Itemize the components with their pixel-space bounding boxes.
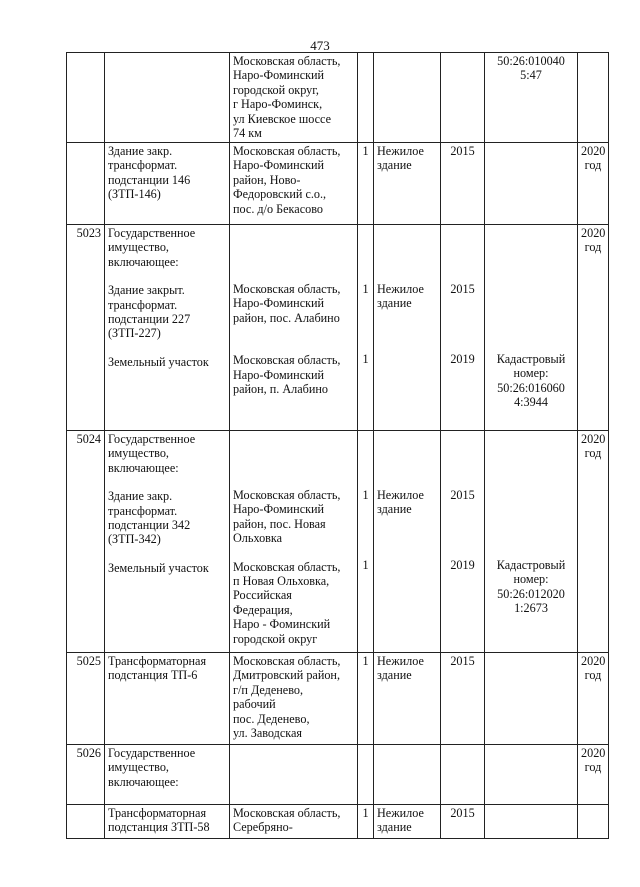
object-type-cell (374, 805, 441, 839)
object-name-line: Земельный участок (108, 560, 209, 575)
object-address-line (233, 240, 354, 254)
object-name-line: подстанции 146 (108, 172, 191, 187)
object-type-cell (374, 431, 441, 653)
object-type-line (377, 254, 437, 268)
object-type-line: Нежилое (377, 488, 424, 502)
object-name-line: (ЗТП-146) (108, 187, 161, 202)
object-characteristics-cell (485, 143, 578, 225)
object-quantity-line (361, 296, 370, 310)
object-address-line: район, Ново- (233, 172, 301, 187)
object-year-line: 2015 (450, 144, 475, 158)
object-characteristics-line (488, 446, 574, 460)
object-name-line (108, 411, 226, 425)
object-type-line (377, 474, 437, 488)
object-name-line: подстанции 227 (108, 312, 191, 327)
object-name-line: Земельный участок (108, 354, 209, 369)
object-type-cell (374, 225, 441, 431)
object-name-line: Трансформаторная (108, 806, 207, 820)
object-name-line: включающее: (108, 460, 179, 475)
object-address-line (233, 254, 354, 268)
object-name-line (108, 383, 226, 397)
table-row-row-1 (67, 143, 609, 225)
object-address-cell (230, 53, 358, 143)
row-number-line: 5026 (76, 746, 101, 760)
object-address-line: район, п. Алабино (233, 382, 328, 397)
row-number-cell (67, 225, 105, 431)
object-quantity-line (361, 268, 370, 282)
object-characteristics-cell (485, 431, 578, 653)
object-characteristics-cell (485, 745, 578, 805)
object-characteristics-cell (485, 53, 578, 143)
object-characteristics-line (488, 268, 574, 282)
transfer-date-cell (578, 653, 609, 745)
object-address-line (233, 339, 354, 353)
object-address-cell (230, 745, 358, 805)
object-address-line: городской округ, (233, 82, 319, 97)
object-characteristics-line: Кадастровый (496, 352, 566, 366)
object-address-line: пос. д/о Бекасово (233, 201, 323, 216)
object-address-line: г Наро-Фоминск, (233, 97, 323, 112)
object-name-line: трансформат. (108, 158, 178, 173)
transfer-date-line: 2020 (581, 654, 606, 668)
object-characteristics-line (488, 240, 574, 254)
object-year-line (444, 268, 481, 282)
object-address-line: Московская область, (233, 806, 341, 820)
object-address-line (233, 432, 354, 446)
object-quantity-line (361, 516, 370, 530)
transfer-date-cell (578, 143, 609, 225)
object-address-line: Московская область, (233, 353, 341, 368)
object-type-cell (374, 53, 441, 143)
object-name-line: имущество, (108, 240, 169, 255)
object-characteristics-line (488, 460, 574, 474)
object-address-line (233, 226, 354, 240)
object-address-line: рабочий (233, 697, 276, 712)
object-year-line (444, 432, 481, 446)
object-year-line: 2019 (450, 352, 475, 367)
object-characteristics-line (488, 296, 574, 310)
object-year-cell (441, 745, 485, 805)
object-address-line (233, 474, 354, 488)
object-characteristics-line: 4:3944 (514, 395, 548, 410)
row-number-cell (67, 431, 105, 653)
object-address-line: Московская область, (233, 144, 341, 158)
object-characteristics-line: номер: (513, 572, 549, 587)
object-address-line: Московская область, (233, 654, 341, 668)
object-quantity-line (361, 446, 370, 460)
object-year-line (444, 502, 481, 516)
object-characteristics-line: номер: (513, 366, 549, 381)
object-year-line (444, 226, 481, 240)
object-year-line: 2015 (450, 806, 475, 820)
object-address-line: Наро-Фоминский (233, 158, 325, 173)
object-quantity-cell (358, 143, 374, 225)
transfer-date-cell (578, 745, 609, 805)
object-quantity-line: 1 (362, 144, 369, 158)
object-characteristics-cell (485, 805, 578, 839)
object-year-cell (441, 143, 485, 225)
object-characteristics-line (488, 502, 574, 516)
object-name-cell (105, 143, 230, 225)
object-quantity-line: 1 (362, 282, 369, 296)
object-quantity-line (361, 254, 370, 268)
object-quantity-line (361, 310, 370, 324)
object-address-line: Наро-Фоминский (233, 367, 325, 382)
transfer-date-cell (578, 225, 609, 431)
object-address-line: район, пос. Алабино (233, 310, 340, 325)
object-address-line: городской округ (233, 631, 318, 646)
property-registry-table (66, 52, 609, 839)
object-address-cell (230, 431, 358, 653)
object-name-line (108, 397, 226, 411)
object-address-line: ул Киевское шоссе (233, 111, 331, 126)
object-quantity-line (361, 240, 370, 254)
object-characteristics-line: 50:26:010040 (497, 54, 565, 68)
object-year-cell (441, 653, 485, 745)
object-name-cell (105, 431, 230, 653)
transfer-date-line: 2020 (581, 432, 606, 446)
object-characteristics-line (488, 432, 574, 446)
object-address-line (233, 268, 354, 282)
object-characteristics-cell (485, 653, 578, 745)
object-year-line (444, 254, 481, 268)
object-address-line: Наро-Фоминский (233, 296, 325, 311)
object-address-line: г/п Деденево, (233, 682, 304, 697)
object-address-line: Наро-Фоминский (233, 502, 325, 517)
object-address-line: Московская область, (233, 488, 341, 502)
transfer-date-line: год (584, 668, 602, 683)
object-quantity-line (361, 544, 370, 558)
object-address-line: Московская область, (233, 559, 341, 574)
object-quantity-cell (358, 805, 374, 839)
object-address-line: Федоровский с.о., (233, 187, 327, 202)
object-characteristics-line (488, 488, 574, 502)
object-name-line: подстанция ТП-6 (108, 668, 198, 683)
object-year-line (444, 474, 481, 488)
object-quantity-line (361, 502, 370, 516)
object-name-line: Государственное (108, 746, 196, 760)
object-quantity-line: 1 (362, 558, 369, 573)
object-quantity-line: 1 (362, 806, 369, 820)
object-name-line: Государственное (108, 226, 196, 240)
object-characteristics-line: 50:26:016060 (497, 380, 565, 395)
object-name-line (108, 269, 226, 283)
object-address-line: ул. Заводская (233, 726, 303, 741)
transfer-date-cell (578, 805, 609, 839)
object-address-line: Серебряно- (233, 820, 293, 835)
table-row-row-last (67, 805, 609, 839)
object-name-cell (105, 653, 230, 745)
object-characteristics-line: 50:26:012020 (497, 586, 565, 601)
object-name-line: Государственное (108, 432, 196, 446)
object-address-line: Федерация, (233, 602, 293, 617)
object-year-line: 2015 (450, 654, 475, 668)
object-characteristics-line (488, 338, 574, 352)
object-type-line (377, 240, 437, 254)
object-type-line (377, 446, 437, 460)
object-year-line (444, 310, 481, 324)
object-type-cell (374, 653, 441, 745)
row-number-cell (67, 745, 105, 805)
object-name-line: имущество, (108, 446, 169, 461)
object-quantity-line: 1 (362, 488, 369, 502)
object-type-line (377, 226, 437, 240)
table-row-row-5025 (67, 653, 609, 745)
object-name-line: подстанции 342 (108, 518, 191, 533)
object-address-line: Дмитровский район, (233, 668, 341, 683)
object-type-line: Нежилое (377, 654, 424, 668)
object-address-line: Ольховка (233, 531, 283, 546)
object-address-line (233, 446, 354, 460)
object-type-cell (374, 745, 441, 805)
transfer-date-line: 2020 (581, 746, 606, 760)
object-address-cell (230, 805, 358, 839)
object-address-line: Наро - Фоминский (233, 617, 331, 632)
object-characteristics-line: 5:47 (520, 68, 542, 83)
transfer-date-line: год (584, 760, 602, 775)
object-characteristics-line (488, 516, 574, 530)
object-year-cell (441, 53, 485, 143)
object-name-line: подстанция ЗТП-58 (108, 820, 210, 835)
object-address-line (233, 325, 354, 339)
row-number-line: 5024 (76, 432, 101, 446)
object-year-line (444, 530, 481, 544)
object-year-line (444, 460, 481, 474)
object-name-cell (105, 53, 230, 143)
object-type-line: Нежилое (377, 806, 424, 820)
object-quantity-cell (358, 431, 374, 653)
object-type-line: здание (377, 820, 412, 835)
object-address-line: пос. Деденево, (233, 711, 310, 726)
object-name-line (108, 475, 226, 489)
object-name-line: Трансформаторная (108, 654, 207, 668)
object-name-line: (ЗТП-227) (108, 326, 161, 341)
registry-body (67, 53, 609, 839)
table-row-row-5023 (67, 225, 609, 431)
object-characteristics-line (488, 310, 574, 324)
table-row-row-5024 (67, 431, 609, 653)
object-name-line: (ЗТП-342) (108, 532, 161, 547)
object-type-line: Нежилое (377, 144, 424, 158)
object-type-line: Нежилое (377, 282, 424, 296)
object-characteristics-line (488, 226, 574, 240)
page-number: 473 (310, 38, 330, 53)
object-characteristics-line: 1:2673 (514, 601, 548, 616)
object-type-line: здание (377, 158, 412, 173)
object-address-cell (230, 143, 358, 225)
object-address-line: Московская область, (233, 282, 341, 296)
object-quantity-line (361, 460, 370, 474)
object-year-cell (441, 805, 485, 839)
object-name-line (108, 547, 226, 561)
object-quantity-cell (358, 745, 374, 805)
object-address-cell (230, 653, 358, 745)
object-type-line: здание (377, 668, 412, 683)
object-year-line: 2019 (450, 558, 475, 573)
object-address-line (233, 546, 354, 560)
object-address-line: п Новая Ольховка, (233, 574, 330, 589)
object-address-line (233, 460, 354, 474)
object-type-line (377, 432, 437, 446)
row-number-cell (67, 653, 105, 745)
transfer-date-line: 2020 (581, 144, 606, 158)
object-name-line: Здание закрыт. (108, 283, 185, 298)
object-year-cell (441, 431, 485, 653)
object-year-line (444, 240, 481, 254)
transfer-date-cell (578, 53, 609, 143)
object-name-line: Здание закр. (108, 489, 173, 504)
transfer-date-line: год (584, 240, 602, 255)
object-name-line: Здание закр. (108, 144, 173, 158)
table-row-row-5026 (67, 745, 609, 805)
object-type-cell (374, 143, 441, 225)
object-quantity-line (361, 474, 370, 488)
object-year-line (444, 338, 481, 352)
object-characteristics-line (488, 324, 574, 338)
object-characteristics-line: Кадастровый (496, 558, 566, 572)
object-address-line: Московская область, (233, 54, 341, 68)
object-year-line: 2015 (450, 488, 475, 502)
object-address-line: Российская (233, 588, 292, 603)
row-number-cell (67, 805, 105, 839)
transfer-date-line: год (584, 158, 602, 173)
row-number-cell (67, 143, 105, 225)
object-characteristics-line (488, 282, 574, 296)
object-type-line (377, 268, 437, 282)
object-year-line (444, 544, 481, 558)
object-name-cell (105, 805, 230, 839)
object-characteristics-line (488, 544, 574, 558)
object-quantity-cell (358, 53, 374, 143)
object-year-line: 2015 (450, 282, 475, 296)
object-name-line: включающее: (108, 254, 179, 269)
object-address-line: 74 км (233, 126, 262, 141)
object-quantity-cell (358, 653, 374, 745)
object-type-line: здание (377, 502, 412, 517)
object-address-line: район, пос. Новая (233, 516, 326, 531)
object-name-line: трансформат. (108, 297, 178, 312)
object-quantity-line (361, 530, 370, 544)
object-name-line (108, 369, 226, 383)
object-characteristics-line (488, 474, 574, 488)
object-quantity-line (361, 432, 370, 446)
object-name-cell (105, 225, 230, 431)
object-quantity-line (361, 338, 370, 352)
object-name-line: включающее: (108, 774, 179, 789)
object-type-line: здание (377, 296, 412, 311)
object-year-cell (441, 225, 485, 431)
transfer-date-line: год (584, 446, 602, 461)
table-row-row-0 (67, 53, 609, 143)
object-quantity-cell (358, 225, 374, 431)
transfer-date-line: 2020 (581, 226, 606, 240)
row-number-line: 5023 (76, 226, 101, 240)
row-number-cell (67, 53, 105, 143)
object-characteristics-line (488, 530, 574, 544)
object-name-line: имущество, (108, 760, 169, 775)
object-characteristics-cell (485, 225, 578, 431)
object-name-line: трансформат. (108, 503, 178, 518)
object-quantity-line: 1 (362, 352, 369, 367)
object-type-line (377, 460, 437, 474)
object-year-line (444, 296, 481, 310)
object-quantity-line (361, 226, 370, 240)
object-year-line (444, 516, 481, 530)
transfer-date-cell (578, 431, 609, 653)
object-characteristics-line (488, 254, 574, 268)
object-quantity-line: 1 (362, 654, 369, 668)
row-number-line: 5025 (76, 654, 101, 668)
object-year-line (444, 324, 481, 338)
object-name-cell (105, 745, 230, 805)
object-address-cell (230, 225, 358, 431)
object-year-line (444, 446, 481, 460)
object-address-line: Наро-Фоминский (233, 68, 325, 83)
object-quantity-line (361, 324, 370, 338)
object-name-line (108, 341, 226, 355)
